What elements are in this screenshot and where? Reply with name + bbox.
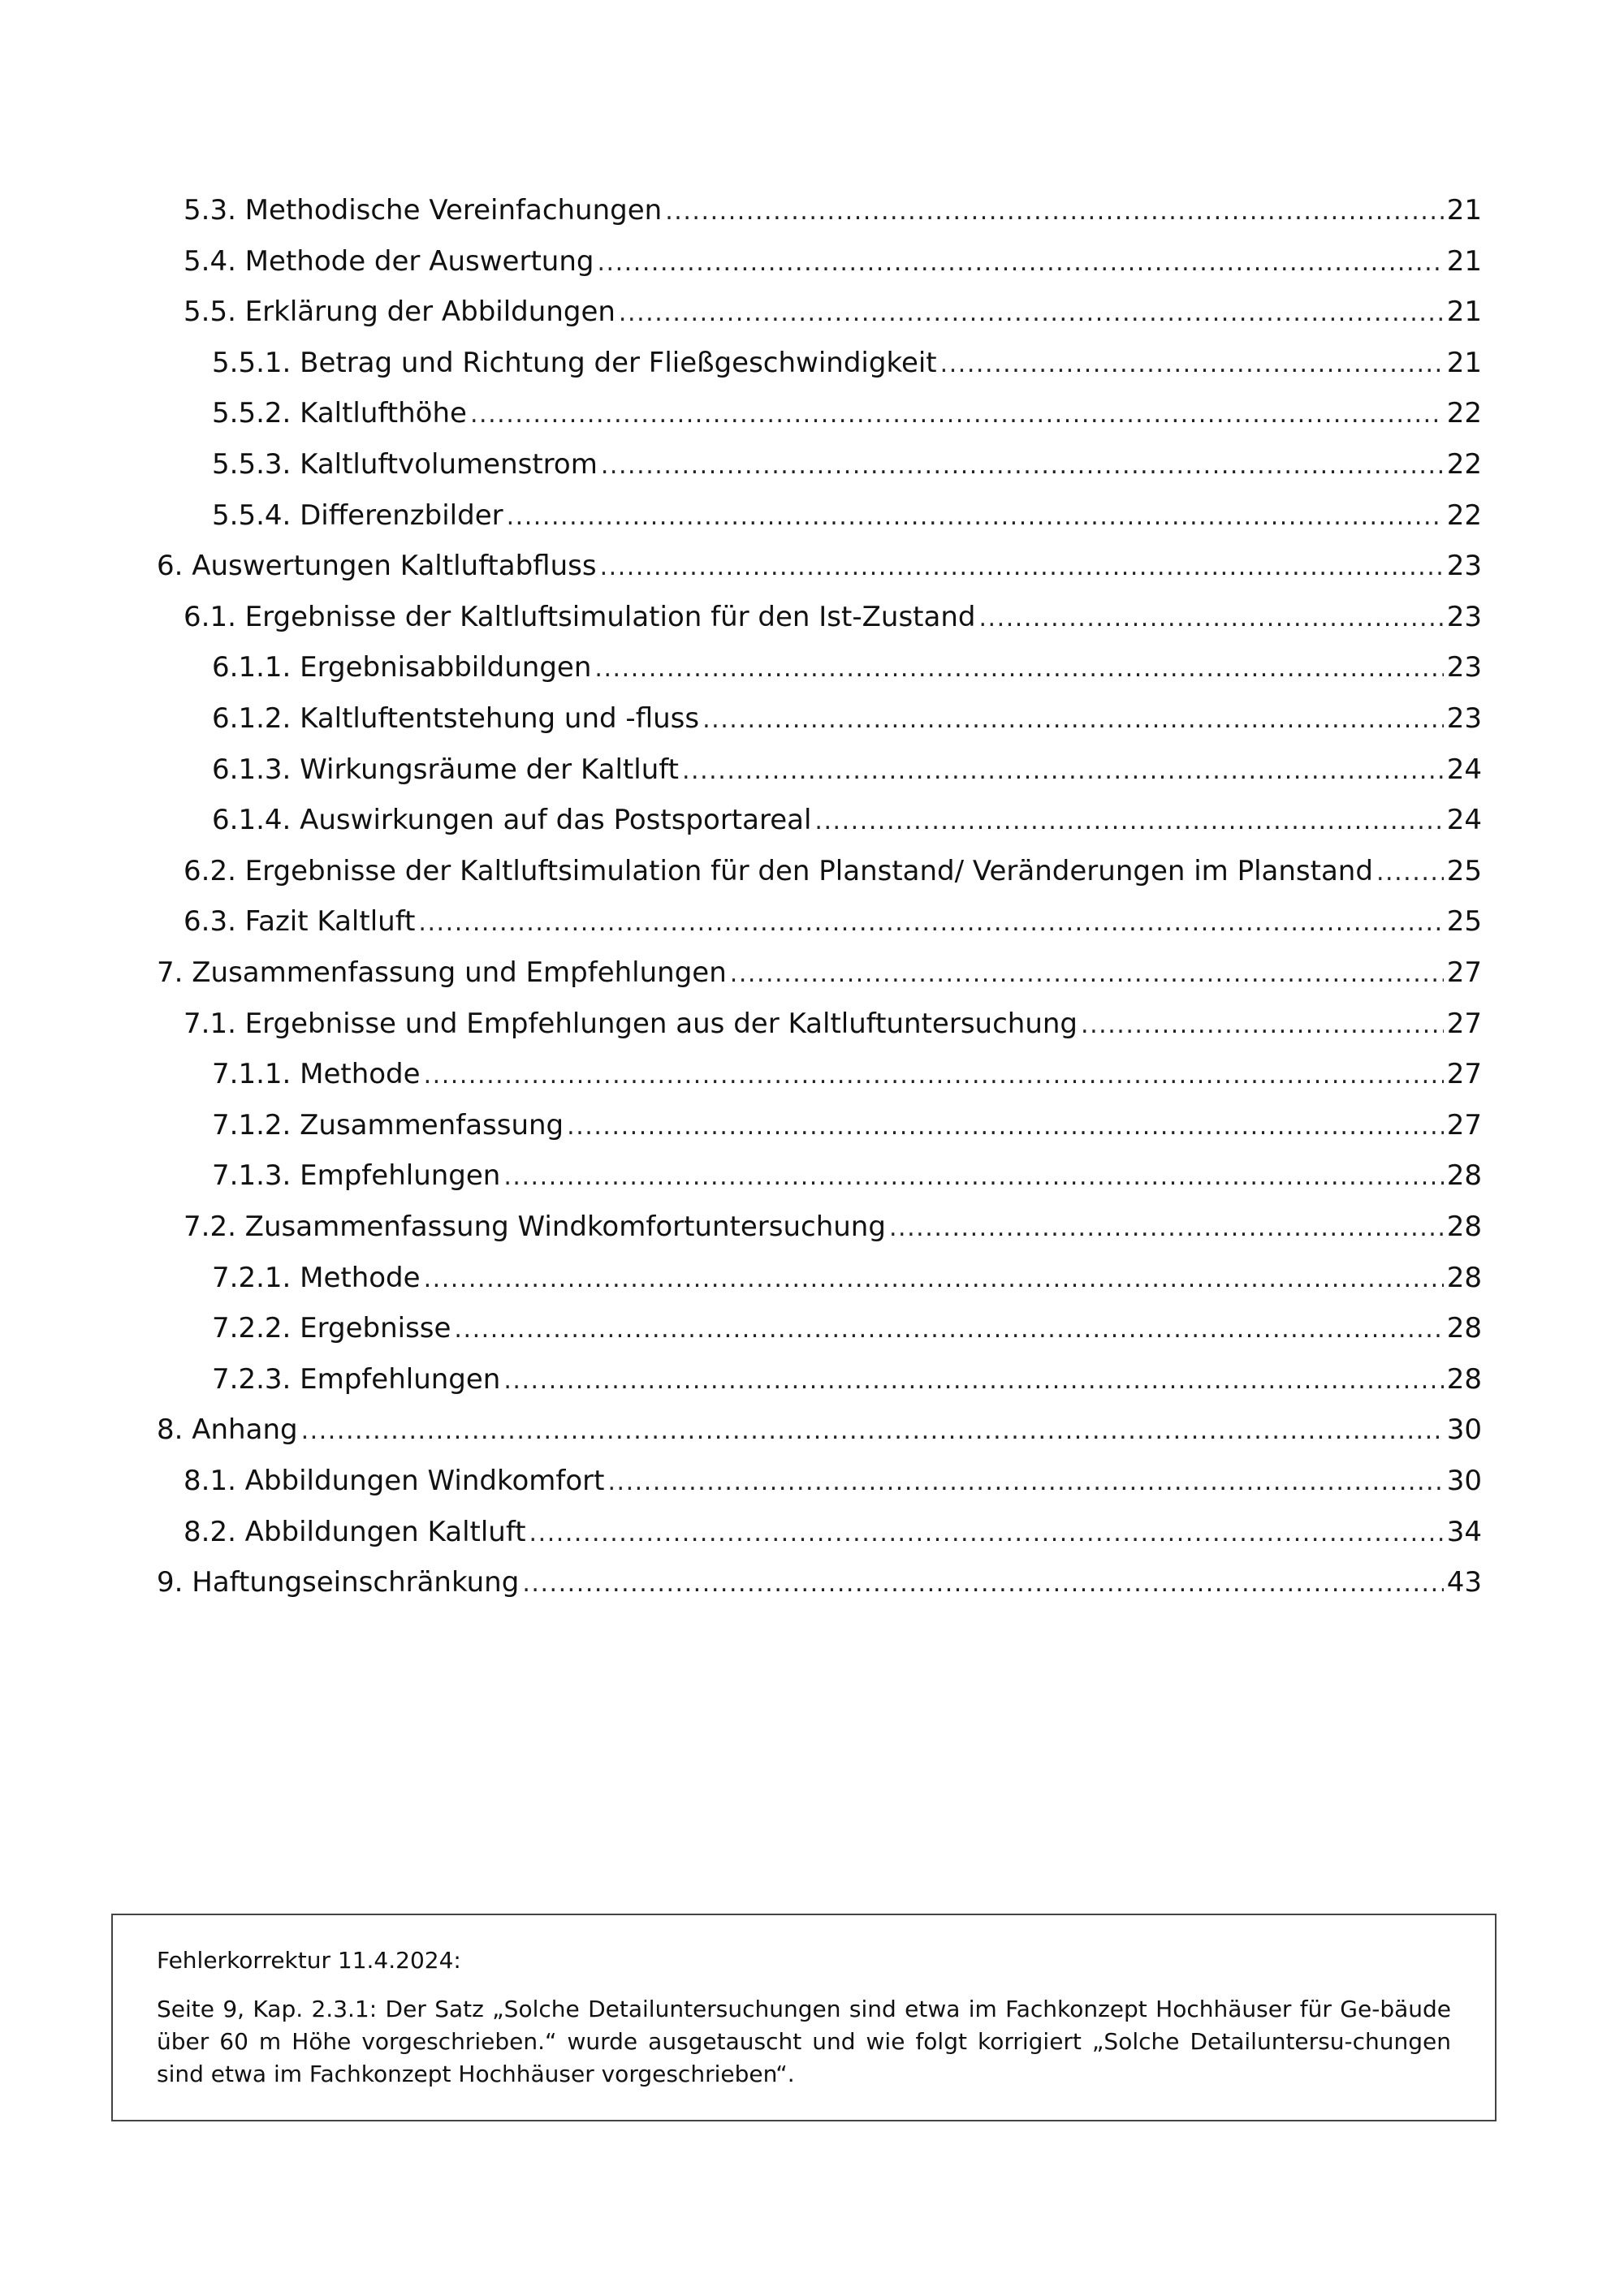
toc-entry[interactable]	[184, 854, 1482, 890]
toc-page-number: 23	[1446, 601, 1482, 633]
toc-entry-title: 5.3. Methodische Vereinfachungen	[184, 194, 663, 227]
toc-entry-title: 5.5.1. Betrag und Richtung der Fließgeschwindigkeit	[212, 347, 937, 379]
toc-dot-leader	[665, 195, 1444, 229]
toc-dot-leader	[702, 703, 1444, 737]
toc-entry[interactable]	[157, 549, 1482, 585]
toc-entry[interactable]	[212, 1108, 1482, 1144]
toc-entry-title: 5.5.2. Kaltlufthöhe	[212, 397, 467, 429]
toc-page-number: 22	[1446, 499, 1482, 532]
toc-page-number: 27	[1446, 956, 1482, 989]
correction-note-box	[111, 1914, 1497, 2121]
toc-entry-title: 7. Zusammenfassung und Empfehlungen	[157, 956, 727, 989]
toc-entry-title: 7.2.3. Empfehlungen	[212, 1363, 501, 1396]
toc-entry-title: 7.1. Ergebnisse und Empfehlungen aus der Kaltluftuntersuchung	[184, 1008, 1078, 1040]
toc-dot-leader	[503, 1364, 1443, 1398]
toc-page-number: 30	[1446, 1413, 1482, 1446]
toc-dot-leader	[682, 754, 1444, 788]
toc-page-number: 28	[1446, 1312, 1482, 1344]
toc-entry-title: 7.1.2. Zusammenfassung	[212, 1109, 564, 1142]
toc-entry-title: 7.1.1. Methode	[212, 1058, 421, 1090]
toc-dot-leader	[567, 1110, 1444, 1144]
toc-dot-leader	[597, 246, 1443, 280]
toc-dot-leader	[600, 550, 1444, 585]
toc-page-number: 22	[1446, 448, 1482, 481]
toc-dot-leader	[601, 449, 1444, 483]
toc-dot-leader	[424, 1262, 1444, 1297]
toc-dot-leader	[470, 398, 1444, 432]
toc-page-number: 28	[1446, 1211, 1482, 1243]
toc-entry[interactable]	[184, 904, 1482, 940]
toc-entry[interactable]	[184, 244, 1482, 280]
toc-entry[interactable]	[157, 956, 1482, 991]
toc-dot-leader	[730, 957, 1444, 991]
toc-entry-title: 7.2.1. Methode	[212, 1262, 421, 1294]
toc-entry-title: 6. Auswertungen Kaltluftabfluss	[157, 550, 597, 582]
toc-dot-leader	[507, 500, 1444, 534]
toc-entry-title: 9. Haftungseinschränkung	[157, 1566, 520, 1599]
toc-entry[interactable]	[212, 803, 1482, 839]
toc-page-number: 28	[1446, 1262, 1482, 1294]
toc-dot-leader	[301, 1414, 1444, 1448]
toc-page-number: 27	[1446, 1058, 1482, 1090]
toc-page-number: 25	[1446, 905, 1482, 938]
toc-entry[interactable]	[212, 753, 1482, 788]
toc-page-number: 24	[1446, 804, 1482, 836]
toc-entry[interactable]	[184, 193, 1482, 229]
toc-entry[interactable]	[212, 447, 1482, 483]
toc-page-number: 30	[1446, 1465, 1482, 1497]
toc-page-number: 34	[1446, 1516, 1482, 1548]
toc-dot-leader	[424, 1059, 1444, 1093]
toc-dot-leader	[1081, 1008, 1444, 1042]
toc-dot-leader	[529, 1517, 1444, 1551]
toc-dot-leader	[940, 347, 1444, 382]
toc-page-number: 23	[1446, 651, 1482, 684]
toc-entry[interactable]	[212, 346, 1482, 382]
toc-dot-leader	[418, 906, 1443, 940]
toc-entry[interactable]	[184, 1210, 1482, 1245]
toc-dot-leader	[978, 602, 1443, 636]
toc-entry[interactable]	[212, 701, 1482, 737]
toc-entry-title: 7.1.3. Empfehlungen	[212, 1159, 501, 1192]
toc-dot-leader	[619, 296, 1444, 330]
toc-entry-title: 7.2. Zusammenfassung Windkomfortuntersuchung	[184, 1211, 886, 1243]
toc-entry-title: 8.2. Abbildungen Kaltluft	[184, 1516, 526, 1548]
toc-entry[interactable]	[212, 1261, 1482, 1297]
toc-page-number: 21	[1446, 194, 1482, 227]
toc-entry-title: 5.5. Erklärung der Abbildungen	[184, 296, 615, 328]
toc-dot-leader	[607, 1465, 1443, 1500]
toc-entry-title: 6.3. Fazit Kaltluft	[184, 905, 416, 938]
toc-entry[interactable]	[212, 1311, 1482, 1347]
toc-page-number: 28	[1446, 1363, 1482, 1396]
toc-entry[interactable]	[157, 1413, 1482, 1448]
toc-entry[interactable]	[184, 1515, 1482, 1551]
toc-dot-leader	[594, 652, 1443, 686]
toc-entry-title: 7.2.2. Ergebnisse	[212, 1312, 451, 1344]
toc-page-number: 21	[1446, 245, 1482, 278]
toc-entry[interactable]	[184, 1464, 1482, 1500]
toc-entry-title: 6.1.1. Ergebnisabbildungen	[212, 651, 592, 684]
toc-page-number: 21	[1446, 347, 1482, 379]
toc-page-number: 22	[1446, 397, 1482, 429]
toc-entry[interactable]	[184, 600, 1482, 636]
toc-entry-title: 6.1.4. Auswirkungen auf das Postsportareal	[212, 804, 812, 836]
toc-entry[interactable]	[184, 1007, 1482, 1042]
toc-page-number: 23	[1446, 702, 1482, 735]
toc-dot-leader	[889, 1211, 1444, 1245]
toc-entry[interactable]	[157, 1565, 1482, 1601]
toc-dot-leader	[503, 1160, 1443, 1194]
toc-dot-leader	[1376, 856, 1444, 890]
toc-page-number: 23	[1446, 550, 1482, 582]
toc-entry[interactable]	[212, 396, 1482, 432]
toc-entry-title: 5.4. Methode der Auswertung	[184, 245, 594, 278]
toc-page-number: 28	[1446, 1159, 1482, 1192]
toc-entry-title: 5.5.4. Differenzbilder	[212, 499, 503, 532]
correction-note-text: Seite 9, Kap. 2.3.1: Der Satz „Solche Detailuntersuchungen sind etwa im Fachkonzept Hochhäuser für Ge-bäude über 60 m Höhe vorgeschrieben.“ wurde ausgetauscht und wie folgt korrigiert „Solche Detailuntersu-chungen sind etwa im Fachkonzept Hochhäuser vorgeschrieben“.	[157, 1996, 1451, 2087]
toc-entry[interactable]	[212, 650, 1482, 686]
toc-entry[interactable]	[212, 1362, 1482, 1398]
toc-dot-leader	[454, 1313, 1443, 1347]
toc-page-number: 24	[1446, 753, 1482, 786]
toc-page-number: 21	[1446, 296, 1482, 328]
correction-note-title: Fehlerkorrektur 11.4.2024:	[157, 1947, 461, 1974]
toc-page-number: 43	[1446, 1566, 1482, 1599]
toc-entry-title: 6.2. Ergebnisse der Kaltluftsimulation für den Planstand/ Veränderungen im Planstand	[184, 855, 1373, 887]
toc-dot-leader	[814, 805, 1443, 839]
toc-entry[interactable]	[184, 295, 1482, 330]
toc-page-number: 27	[1446, 1008, 1482, 1040]
toc-entry-title: 8.1. Abbildungen Windkomfort	[184, 1465, 605, 1497]
toc-entry[interactable]	[212, 1159, 1482, 1194]
toc-entry-title: 5.5.3. Kaltluftvolumenstrom	[212, 448, 598, 481]
toc-entry-title: 6.1.2. Kaltluftentstehung und -fluss	[212, 702, 700, 735]
toc-dot-leader	[522, 1567, 1443, 1601]
toc-entry-title: 6.1.3. Wirkungsräume der Kaltluft	[212, 753, 679, 786]
toc-page-number: 27	[1446, 1109, 1482, 1142]
toc-page-number: 25	[1446, 855, 1482, 887]
toc-entry[interactable]	[212, 498, 1482, 534]
toc-entry-title: 6.1. Ergebnisse der Kaltluftsimulation für den Ist-Zustand	[184, 601, 976, 633]
toc-entry-title: 8. Anhang	[157, 1413, 298, 1446]
toc-entry[interactable]	[212, 1057, 1482, 1093]
